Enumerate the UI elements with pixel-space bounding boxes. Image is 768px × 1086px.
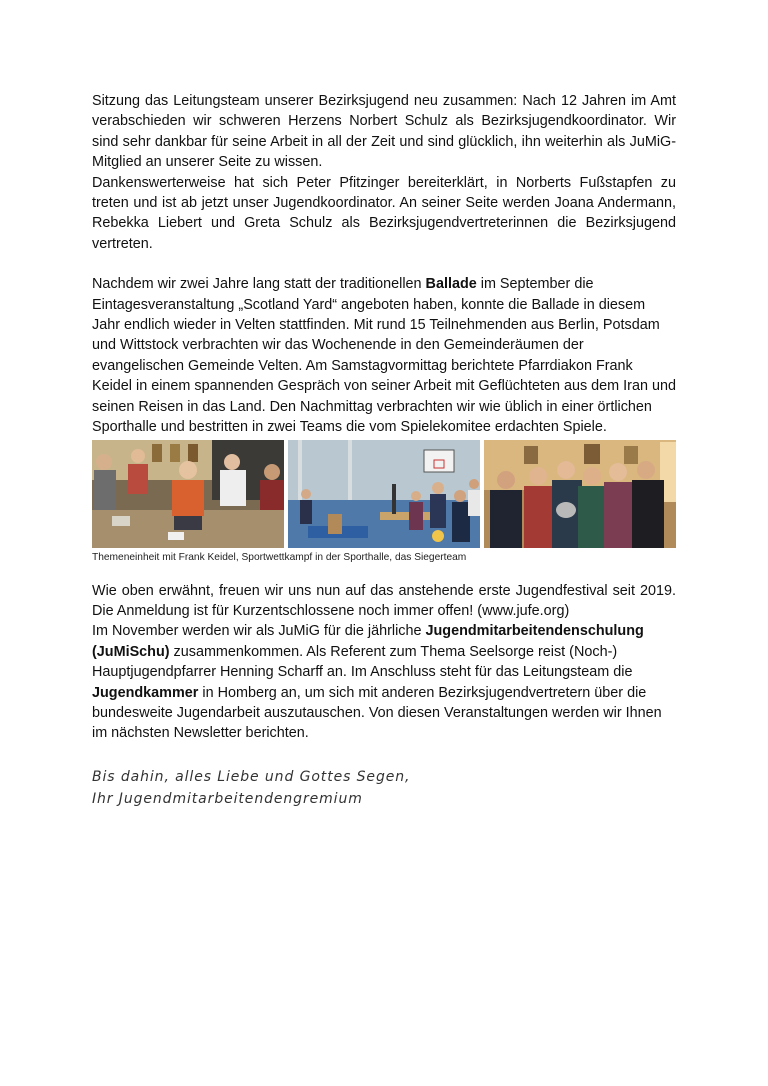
paragraph-new-coordinator [92, 173, 676, 255]
text-segment: im September die Eintagesveranstaltung „Scotland Yard“ angeboten haben, konnte die Ballade in diesem Jahr endlich wieder in Velten stattfinden. Mit rund 15 Teilnehmenden aus Berlin, Potsdam und Wittstock verbrachten wir das Wochenende in den Gemeinderäumen der evangelischen Gemeinde Velten. Am Samstagvormittag berichtete Pfarrdiakon Frank Keidel in einem spannenden Gespräch von seiner Arbeit mit Geflüchteten aus dem Iran und seinen Reisen in das Land. Den Nachmittag verbrachten wir wie üblich in einer örtlichen Sporthalle und bestritten in zwei Teams die vom Spielekomitee erdachten Spiele. [92, 276, 676, 436]
text-segment: Dankenswerterweise hat sich Peter Pfitzinger bereiterklärt, in Norberts Fußstapfen zu treten und ist ab jetzt unser Jugendkoordinator. An seiner Seite werden Joana Andermann, Rebekka Liebert und Greta Schulz als Bezirksjugendvertreterinnen die Bezirksjugend vertreten. [92, 174, 676, 252]
signature [92, 766, 676, 810]
text-segment: zusammenkommen. Als Referent zum Thema Seelsorge reist (Noch-) Hauptjugendpfarrer Henning Scharff an. Im Anschluss steht für das Leitungsteam die [92, 643, 633, 681]
bold-term: Jugendkammer [92, 684, 199, 701]
text-segment: Im November werden wir als JuMiG für die jährliche [92, 623, 426, 640]
group-discussion-photo [92, 440, 284, 548]
bold-term: Ballade [425, 276, 477, 293]
text-segment: in Homberg an, um sich mit anderen Bezirksjugendvertretern über die bundesweite Jugendarbeit auszutauschen. Von diesen Veranstaltungen werden wir Ihnen im nächsten Newsletter berichten. [92, 684, 662, 742]
sports-hall-photo [288, 440, 480, 548]
newsletter-page [92, 91, 676, 810]
signature-greeting: Bis dahin, alles Liebe und Gottes Segen, [92, 768, 411, 785]
bold-term: Jugendmitarbeitendenschulung (JuMiSchu) [92, 623, 644, 660]
paragraph-jugendfestival [92, 581, 676, 622]
text-segment: Sitzung das Leitungsteam unserer Bezirksjugend neu zusammen: Nach 12 Jahren im Amt verabschieden wir schweren Herzens Norbert Schulz als Bezirksjugendkoordinator. Wir sind sehr dankbar für seine Arbeit in all der Zeit und sind glücklich, ihn weiterhin als JuMiG-Mitglied an unserer Seite zu wissen. [92, 93, 676, 171]
text-segment: Nachdem wir zwei Jahre lang statt der traditionellen [92, 276, 426, 293]
paragraph-ballade [92, 274, 676, 437]
photo-caption: Themeneinheit mit Frank Keidel, Sportwettkampf in der Sporthalle, das Siegerteam [92, 551, 467, 563]
paragraph-leadership [92, 91, 676, 173]
bottom-text-block [92, 581, 676, 744]
photo-strip [92, 440, 676, 548]
text-segment: Wie oben erwähnt, freuen wir uns nun auf das anstehende erste Jugendfestival seit 2019. Die Anmeldung ist für Kurzentschlossene noch immer offen! (www.jufe.org) [92, 582, 676, 619]
signature-sender: Ihr Jugendmitarbeitendengremium [92, 790, 363, 807]
winning-team-photo [484, 440, 676, 548]
top-text-block [92, 91, 676, 438]
paragraph-jumischu [92, 621, 676, 743]
